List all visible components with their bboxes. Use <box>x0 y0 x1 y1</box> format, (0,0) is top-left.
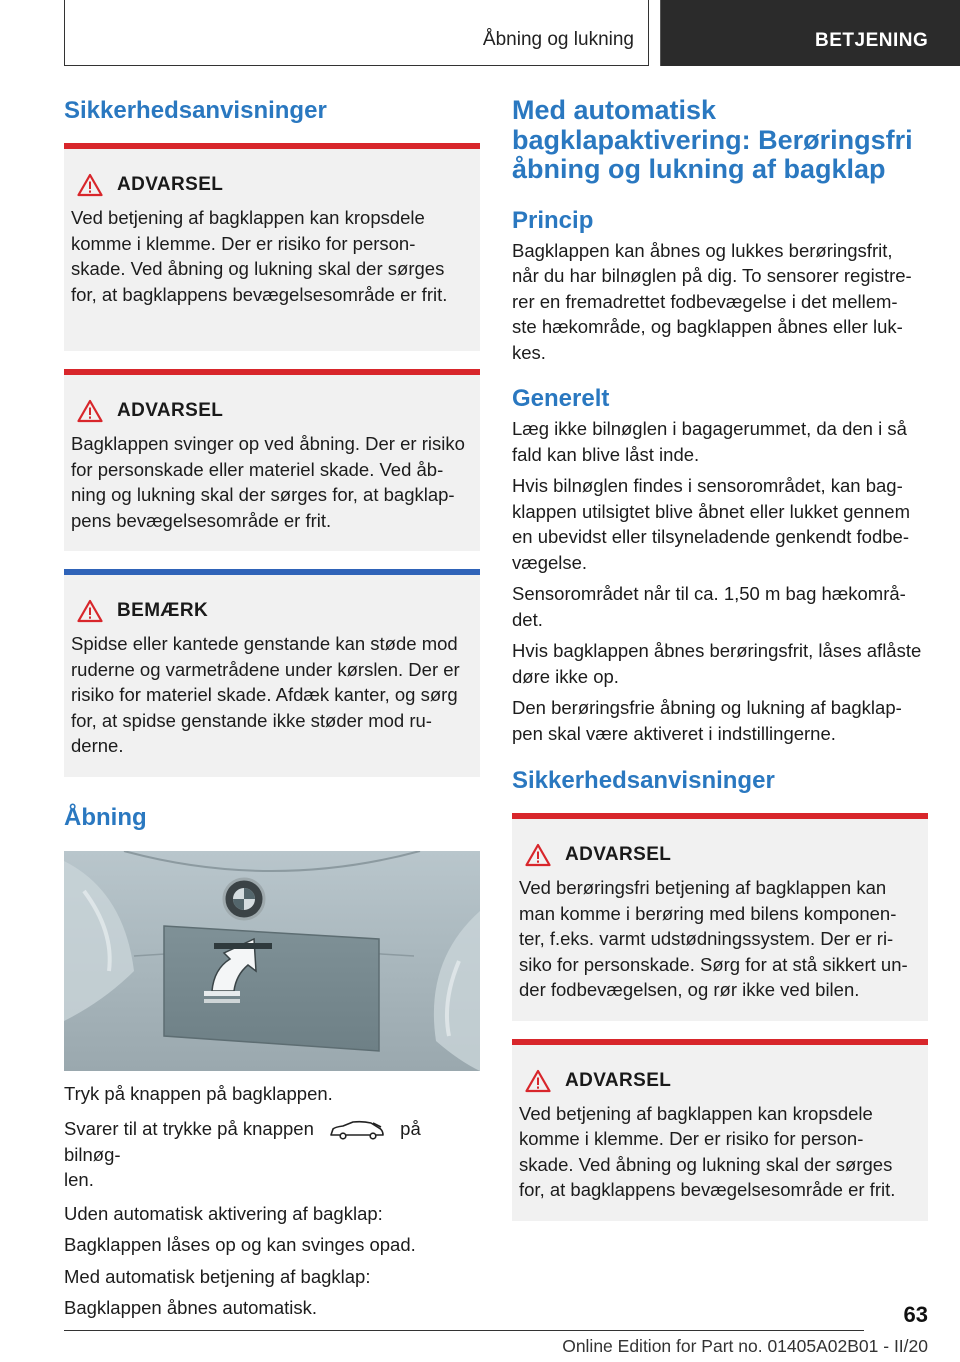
main-title: Med automatisk bagklapaktivering: Berøringsfri åbning og lukning af bagklap <box>512 95 913 185</box>
safety-heading-right: Sikkerhedsanvisninger <box>512 767 775 795</box>
warning-triangle-icon <box>77 173 103 197</box>
principle-text: Bagklappen kan åbnes og lukkes berøringsfrit, når du har bilnøglen på dig. To sensorer registre- rer en fremadrettet fodbevægelse i det mellem- ste hækområde, og bagklappen åbnes eller luk- kes. <box>512 239 912 363</box>
opening-heading: Åbning <box>64 803 147 831</box>
warning-title: ADVARSEL <box>117 174 224 195</box>
warning-triangle-icon <box>77 399 103 423</box>
warning-triangle-icon <box>77 599 103 623</box>
general-heading: Generelt <box>512 385 610 413</box>
header-chapter-tab <box>660 0 960 66</box>
opening-text-2: Svarer til at trykke på knappen på bilnøg- len. <box>64 1118 421 1190</box>
general-text-5: Den berøringsfrie åbning og lukning af bagklap- pen skal være aktiveret i indstillingerne. <box>512 697 902 744</box>
warning-title: ADVARSEL <box>565 1069 672 1091</box>
footer-divider <box>64 1330 864 1331</box>
header-section-tab <box>64 0 649 66</box>
notice-text: Spidse eller kantede genstande kan støde mod ruderne og varmetrådene under kørslen. Der er risiko for materiel skade. Afdæk kanter, og sørg for, at spidse genstande ikke støder mod ru- derne. <box>71 633 460 756</box>
warning-title: ADVARSEL <box>565 844 672 866</box>
tailgate-photo <box>64 851 480 1071</box>
warning-triangle-icon <box>525 843 551 867</box>
tailgate-car-icon <box>329 1120 385 1140</box>
warning-box-4 <box>512 1039 928 1221</box>
bmw-logo-icon <box>224 879 264 919</box>
general-text-4: Hvis bagklappen åbnes berøringsfrit, låses aflåste døre ikke op. <box>512 640 922 687</box>
header-section-title: Åbning og lukning <box>482 29 634 50</box>
warning-box-1 <box>64 143 480 351</box>
opening-text-6: Bagklappen åbnes automatisk. <box>64 1297 318 1318</box>
general-text-2: Hvis bilnøglen findes i sensorområdet, kan bag- klappen utilsigtet blive åbnet eller lukket gennem en ubevidst eller tilsyneladende genkendt fodbe- vægelse. <box>512 475 910 573</box>
warning-text: Ved betjening af bagklappen kan kropsdele komme i klemme. Der er risiko for person- skade. Ved åbning og lukning skal der sørges for, at bagklappens bevægelsesområde er frit. <box>519 1102 896 1201</box>
warning-text: Ved betjening af bagklappen kan kropsdele komme i klemme. Der er risiko for person- skade. Ved åbning og lukning skal der sørges for, at bagklappens bevægelsesområde er frit. <box>71 207 448 305</box>
header-chapter-title: BETJENING <box>815 30 929 51</box>
general-text-1: Læg ikke bilnøglen i bagagerummet, da den i så fald kan blive låst inde. <box>512 418 907 465</box>
warning-text: Ved berøringsfri betjening af bagklappen kan man komme i berøring med bilens komponen- ter, f.eks. varmt udstødningssystem. Der er ri- siko for personskade. Sørg for at stå sikkert un- der fodbevægelsen, og rør ikke ved bilen. <box>519 877 908 1001</box>
warning-title: ADVARSEL <box>117 400 224 421</box>
notice-box <box>64 569 480 777</box>
page-number: 63 <box>903 1302 928 1327</box>
right-column <box>512 96 928 1221</box>
opening-text-4: Bagklappen låses op og kan svinges opad. <box>64 1234 416 1255</box>
warning-triangle-icon <box>525 1069 551 1093</box>
general-text-3: Sensorområdet når til ca. 1,50 m bag hækområ- det. <box>512 583 906 630</box>
footer-edition: Online Edition for Part no. 01405A02B01 - II/20 <box>562 1336 928 1356</box>
left-column <box>64 96 480 1321</box>
opening-text-1: Tryk på knappen på bagklappen. <box>64 1082 333 1104</box>
opening-text-5: Med automatisk betjening af bagklap: <box>64 1265 371 1287</box>
warning-box-3 <box>512 813 928 1021</box>
principle-heading: Princip <box>512 207 594 235</box>
warning-text: Bagklappen svinger op ved åbning. Der er risiko for personskade eller materiel skade. Ved åb- ning og lukning skal der sørges for, at bagklap- pens bevægelsesområde er frit. <box>71 433 465 531</box>
warning-box-2 <box>64 369 480 551</box>
opening-text-3: Uden automatisk aktivering af bagklap: <box>64 1202 383 1224</box>
safety-heading: Sikkerhedsanvisninger <box>64 97 327 124</box>
notice-title: BEMÆRK <box>117 600 209 621</box>
